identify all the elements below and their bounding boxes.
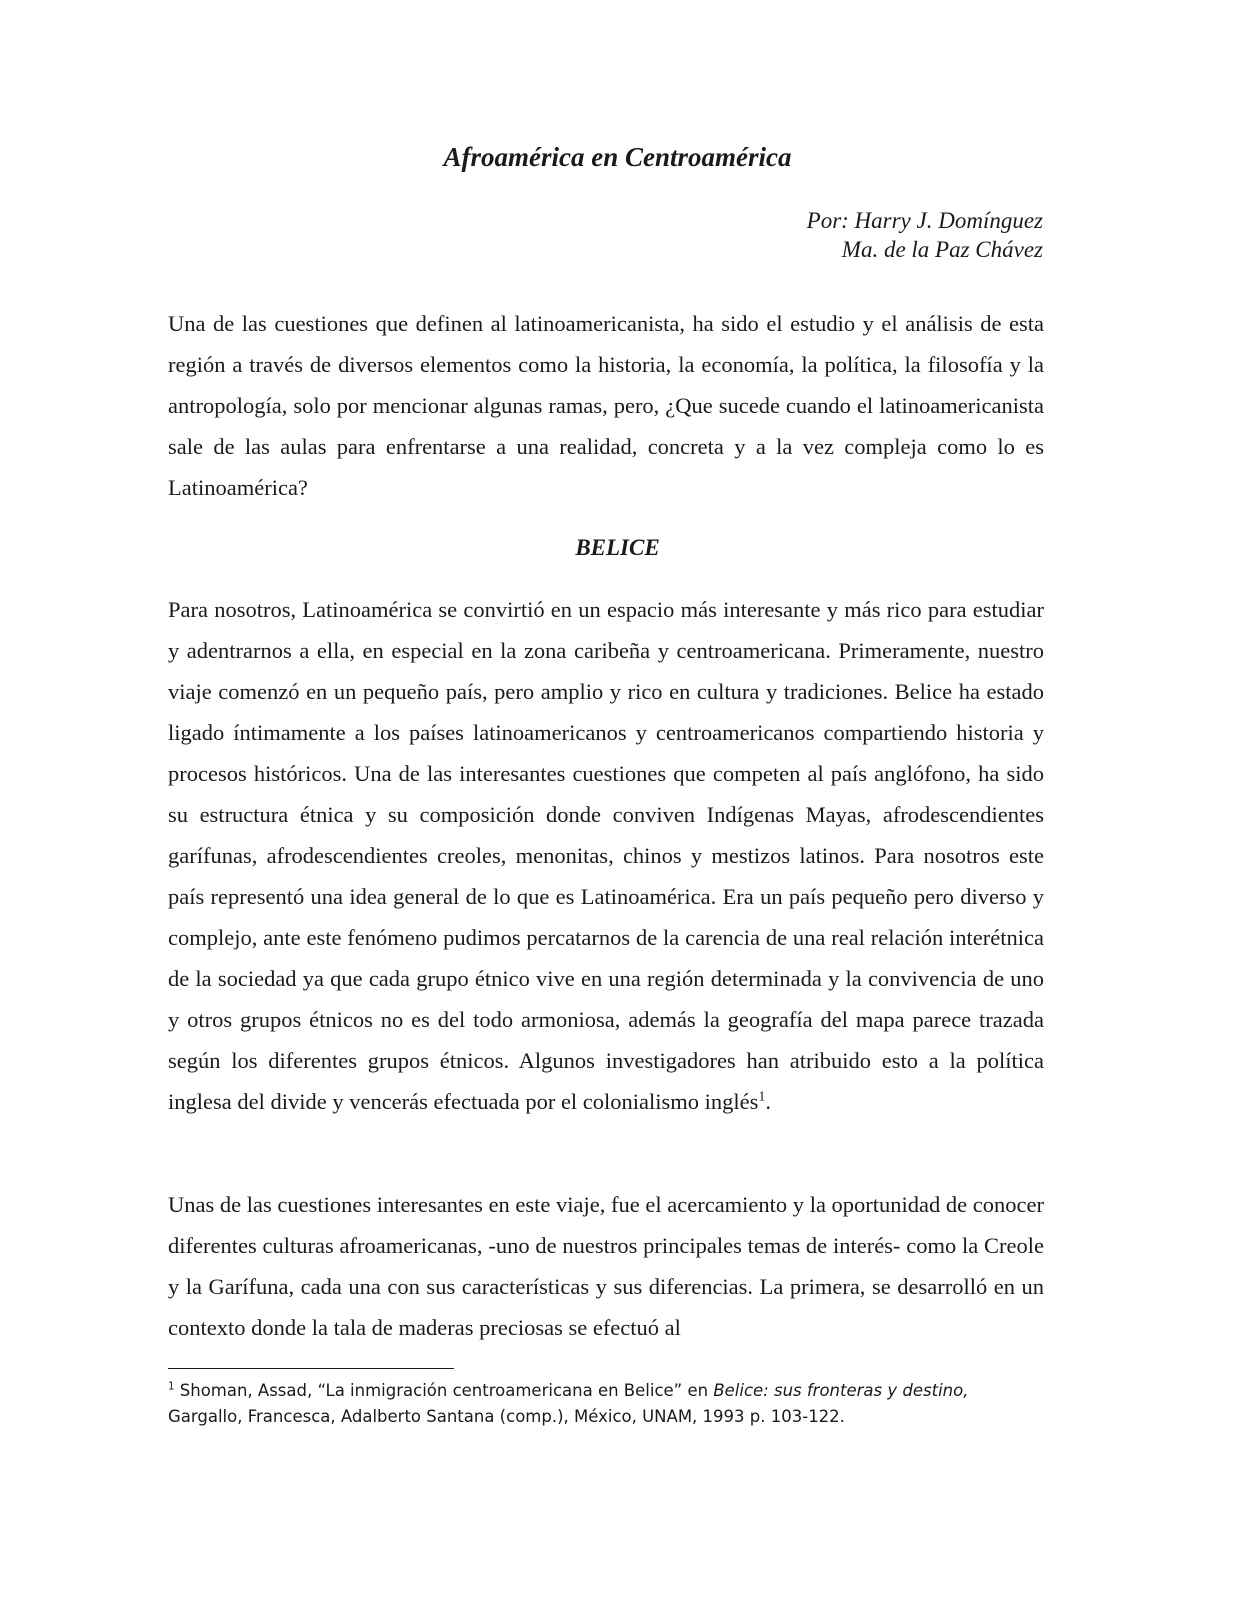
belice-paragraph-text: Para nosotros, Latinoamérica se convirtió en un espacio más interesante y más rico para estudiar y adentrarnos a ella, en especial en la zona caribeña y centroamericana. Primeramente, nuestro viaje comenzó en un pequeño país, pero amplio y rico en cultura y tradiciones. Belice ha estado ligado íntimamente a los países latinoamericanos y centroamericanos compartiendo historia y procesos históricos. Una de las interesantes cuestiones que competen al país anglófono, ha sido su estructura étnica y su composición donde conviven Indígenas Mayas, afrodescendientes garífunas, afrodescendientes creoles, menonitas, chinos y mestizos latinos. Para nosotros este país representó una idea general de lo que es Latinoamérica. Era un país pequeño pero diverso y complejo, ante este fenómeno pudimos percatarnos de la carencia de una real relación interétnica de la sociedad ya que cada grupo étnico vive en una región determinada y la convivencia de uno y otros grupos étnicos no es del todo armoniosa, además la geografía del mapa parece trazada según los diferentes grupos étnicos. Algunos investigadores han atribuido esto a la política inglesa del divide y vencerás efectuada por el colonialismo inglés	[168, 597, 1044, 1114]
intro-paragraph: Una de las cuestiones que definen al latinoamericanista, ha sido el estudio y el análisis de esta región a través de diversos elementos como la historia, la economía, la política, la filosofía y la antropología, solo por mencionar algunas ramas, pero, ¿Que sucede cuando el latinoamericanista sale de las aulas para enfrentarse a una realidad, concreta y a la vez compleja como lo es Latinoamérica?	[168, 311, 1044, 500]
footnote-reference[interactable]: 1	[758, 1089, 766, 1105]
footnote-number: 1	[168, 1381, 175, 1393]
author-line-2: Ma. de la Paz Chávez	[841, 237, 1043, 262]
third-paragraph: Unas de las cuestiones interesantes en este viaje, fue el acercamiento y la oportunidad de conocer diferentes culturas afroamericanas, -uno de nuestros principales temas de interés- como la Creole y la Garífuna, cada una con sus características y sus diferencias. La primera, se desarrolló en un contexto donde la tala de maderas preciosas se efectuó al	[168, 1192, 1044, 1340]
section-heading-belice: BELICE	[575, 535, 660, 560]
belice-paragraph-end: .	[765, 1089, 772, 1114]
footnote-text-after: Gargallo, Francesca, Adalberto Santana (comp.), México, UNAM, 1993 p. 103-122.	[168, 1407, 845, 1426]
footnote	[168, 1378, 1044, 1430]
footnote-book-title: Belice: sus fronteras y destino,	[713, 1381, 969, 1400]
author-line-1: Por: Harry J. Domínguez	[806, 208, 1043, 233]
belice-paragraph	[168, 589, 1044, 1122]
author-block	[807, 206, 1043, 264]
document-title: Afroamérica en Centroamérica	[443, 142, 792, 172]
footnote-text-before: Shoman, Assad, “La inmigración centroamericana en Belice” en	[174, 1381, 714, 1400]
footnote-separator	[168, 1368, 454, 1369]
